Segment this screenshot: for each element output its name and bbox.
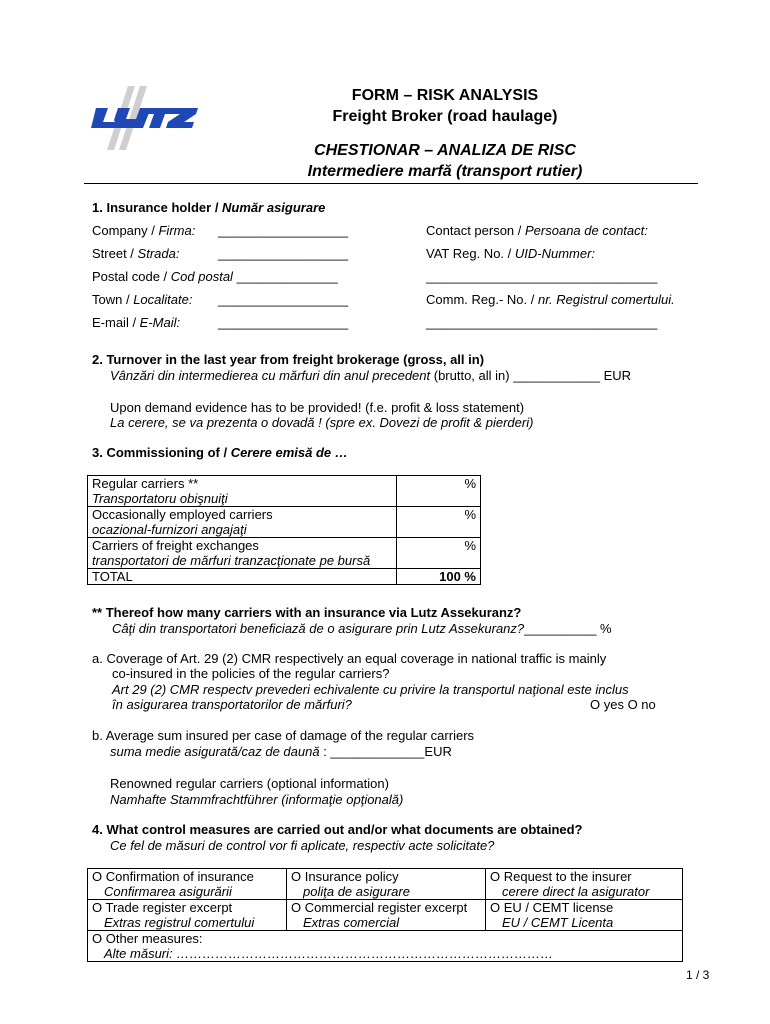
question-b-line1: b. Average sum insured per case of damage of the regular carriers (92, 728, 475, 743)
town-label: Town / Localitate: (92, 292, 193, 307)
comm-field[interactable]: ________________________________ (426, 315, 658, 330)
turnover-line: Vânzări din intermedierea cu mărfuri din anul precedent (brutto, all in) ____________ EUR (110, 368, 632, 383)
question-a-line2: co-insured in the policies of the regular carriers? (112, 666, 390, 681)
section4-heading-ro: Ce fel de măsuri de control vor fi aplicate, respectiv acte solicitate? (110, 838, 495, 853)
town-field[interactable]: __________________ (218, 292, 349, 307)
option-eu-cemt[interactable]: O EU / CEMT license EU / CEMT Licenta (486, 900, 683, 931)
table-row-total: TOTAL 100 % (88, 569, 481, 585)
company-field[interactable]: __________________ (218, 223, 349, 238)
table-row: Regular carriers ** Transportatoru obişnuiţi % (88, 476, 481, 507)
renowned-carriers-ro: Namhafte Stammfrachtführer (informaţie opţională) (110, 792, 404, 807)
section3-heading: 3. Commissioning of / Cerere emisă de … (92, 445, 348, 460)
form-title: FORM – RISK ANALYSIS (351, 87, 539, 104)
vat-label: VAT Reg. No. / UID-Nummer: (426, 246, 596, 261)
postal-label: Postal code / Cod postal ______________ (92, 269, 338, 284)
option-commercial-register[interactable]: O Commercial register excerpt Extras comercial (287, 900, 486, 931)
email-label: E-mail / E-Mail: (92, 315, 181, 330)
table-row: Carriers of freight exchanges transportatori de mărfuri tranzacţionate pe bursă % (88, 538, 481, 569)
thereof-field[interactable]: __________ % (524, 621, 612, 636)
question-a-ro2: în asigurarea transportatorilor de mărfuri? (112, 697, 352, 712)
comm-label: Comm. Reg.- No. / nr. Registrul comertului. (426, 292, 675, 307)
evidence-note-ro: La cerere, se va prezenta o dovadă ! (spre ex. Dovezi de profit & pierderi) (110, 415, 534, 430)
page-number: 1 / 3 (686, 968, 710, 982)
section4-heading: 4. What control measures are carried out and/or what documents are obtained? (92, 822, 583, 837)
question-a-ro1: Art 29 (2) CMR respectv prevederi echivalente cu privire la transportul naţional este inclus (112, 682, 629, 697)
section1-heading: 1. Insurance holder / Număr asigurare (92, 200, 326, 215)
street-field[interactable]: __________________ (218, 246, 349, 261)
vat-field[interactable]: ________________________________ (426, 269, 658, 284)
option-policy[interactable]: O Insurance policy poliţa de asigurare (287, 869, 486, 900)
form-title-ro: CHESTIONAR – ANALIZA DE RISC (314, 142, 576, 159)
turnover-field[interactable]: (brutto, all in) ____________ EUR (430, 368, 632, 383)
question-a-line1: a. Coverage of Art. 29 (2) CMR respectively an equal coverage in national traffic is mainly (92, 651, 607, 666)
company-label: Company / Firma: (92, 223, 196, 238)
table-row: Occasionally employed carriers ocazional-furnizori angajaţi % (88, 507, 481, 538)
street-label: Street / Strada: (92, 246, 180, 261)
section2-heading: 2. Turnover in the last year from freight brokerage (gross, all in) (92, 352, 485, 367)
renowned-carriers: Renowned regular carriers (optional information) (110, 776, 389, 791)
percent-cell[interactable]: % (397, 538, 481, 569)
table-row (88, 869, 683, 900)
option-request-insurer[interactable]: O Request to the insurer cerere direct la asigurator (486, 869, 683, 900)
percent-cell[interactable]: % (397, 476, 481, 507)
email-field[interactable]: __________________ (218, 315, 349, 330)
postal-field[interactable]: ______________ (236, 269, 338, 284)
table-row (88, 900, 683, 931)
contact-label: Contact person / Persoana de contact: (426, 223, 648, 238)
question-b-line2: suma medie asigurată/caz de daună : _____________EUR (110, 744, 452, 759)
option-confirmation[interactable]: O Confirmation of insurance Confirmarea asigurării (88, 869, 287, 900)
option-trade-register[interactable]: O Trade register excerpt Extras registrul comertului (88, 900, 287, 931)
table-row (88, 931, 683, 962)
control-measures-table (87, 868, 683, 962)
percent-cell[interactable]: % (397, 507, 481, 538)
form-subtitle-ro: Intermediere marfă (transport rutier) (307, 163, 583, 180)
option-other[interactable]: O Other measures: Alte măsuri: …………………………………………………………………………… (88, 931, 683, 962)
evidence-note: Upon demand evidence has to be provided! (f.e. profit & loss statement) (110, 400, 525, 415)
commissioning-table (87, 475, 481, 585)
thereof-line: Câţi din transportatori beneficiază de o asigurare prin Lutz Assekuranz?__________ % (112, 621, 612, 636)
form-subtitle: Freight Broker (road haulage) (332, 108, 558, 125)
yes-no-options[interactable]: O yes O no (590, 697, 656, 712)
sum-insured-field[interactable]: : _____________EUR (319, 744, 452, 759)
thereof-heading: ** Thereof how many carriers with an insurance via Lutz Assekuranz? (92, 605, 522, 620)
header-rule (84, 183, 698, 184)
